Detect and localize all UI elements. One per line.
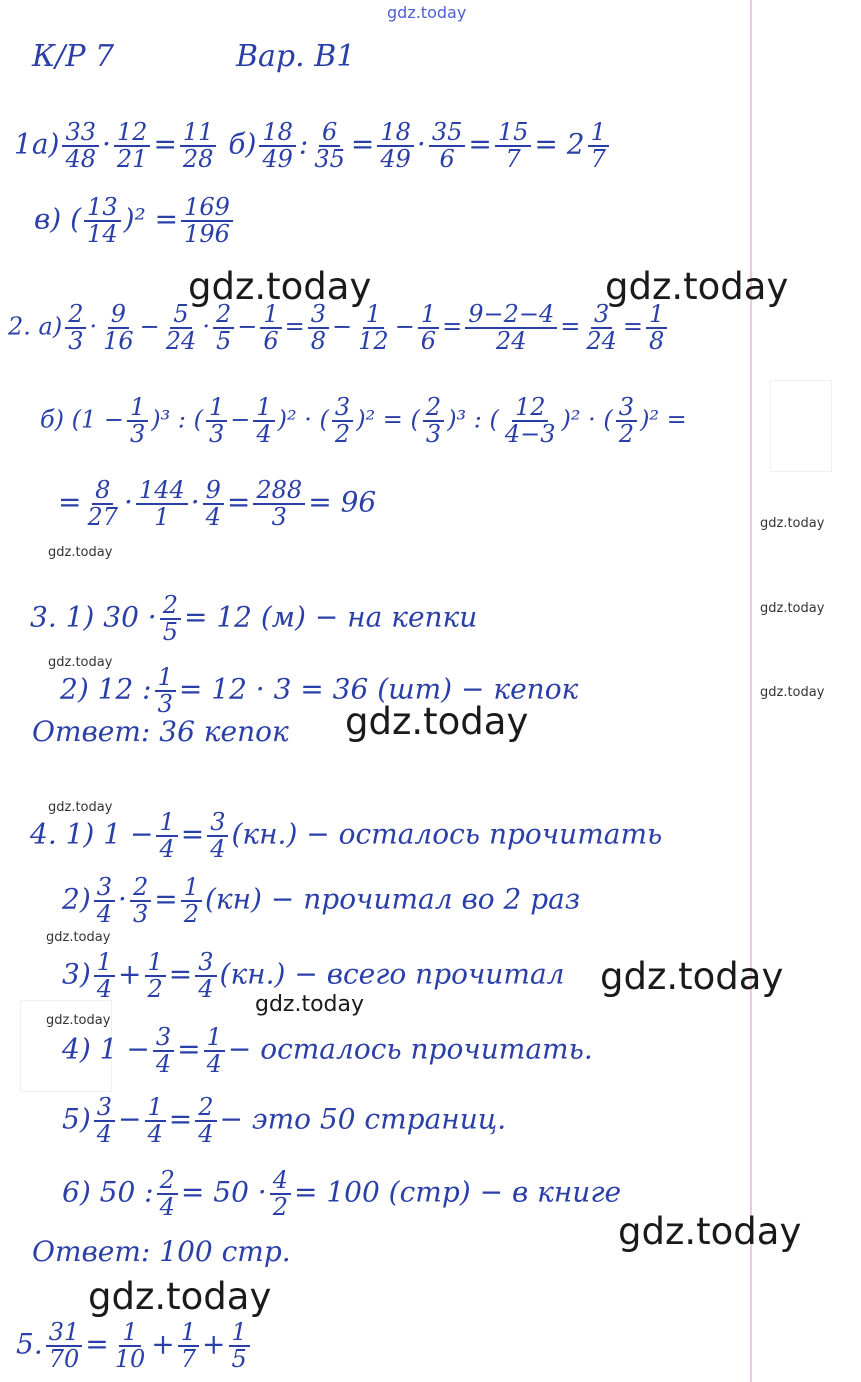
math-text: − bbox=[237, 312, 258, 341]
fraction-numerator: 9−2−4 bbox=[465, 302, 557, 329]
math-text: Ответ: 36 кепок bbox=[32, 715, 289, 748]
fraction-numerator: 1 bbox=[119, 1320, 140, 1347]
watermark: gdz.today bbox=[255, 992, 365, 1017]
math-text: в) ( bbox=[34, 202, 82, 236]
fraction-numerator: 144 bbox=[136, 478, 188, 505]
fraction-denominator: 8 bbox=[648, 327, 665, 356]
fraction-denominator: 2 bbox=[334, 420, 351, 449]
math-text: (кн.) − всего прочитал bbox=[219, 957, 565, 991]
fraction-denominator: 48 bbox=[65, 145, 96, 174]
fraction-denominator: 3 bbox=[130, 420, 146, 449]
fraction-denominator: 24 bbox=[165, 327, 197, 356]
fraction bbox=[178, 1320, 199, 1372]
fraction-numerator: 1 bbox=[127, 395, 148, 422]
fraction-denominator: 5 bbox=[231, 1345, 247, 1374]
line-task3-answer bbox=[32, 715, 289, 748]
fraction-denominator: 4 bbox=[155, 1050, 172, 1079]
fraction-numerator: 2 bbox=[160, 593, 181, 620]
watermark: gdz.today bbox=[345, 700, 529, 743]
math-text: = bbox=[622, 312, 643, 341]
math-text: : bbox=[298, 127, 309, 161]
fraction bbox=[270, 1168, 291, 1220]
fraction bbox=[84, 478, 121, 530]
fraction-denominator: 28 bbox=[182, 145, 214, 174]
fraction-denominator: 8 bbox=[310, 327, 327, 356]
fraction bbox=[204, 1025, 225, 1077]
fraction-denominator: 7 bbox=[180, 1345, 197, 1374]
line-task4-step1 bbox=[30, 810, 662, 862]
line-task2-a bbox=[8, 302, 670, 354]
fraction bbox=[332, 395, 353, 447]
watermark: gdz.today bbox=[387, 3, 467, 22]
math-text: 3. 1) 30 · bbox=[30, 600, 157, 634]
math-text: Ответ: 100 стр. bbox=[32, 1235, 291, 1268]
fraction bbox=[355, 302, 392, 354]
math-text: )² = bbox=[640, 405, 687, 434]
fraction-numerator: 1 bbox=[229, 1320, 250, 1347]
fraction bbox=[206, 395, 227, 447]
line-task5 bbox=[16, 1320, 253, 1372]
fraction-denominator: 4 bbox=[198, 975, 214, 1004]
fraction bbox=[114, 120, 151, 172]
fraction-numerator: 11 bbox=[180, 120, 217, 147]
math-text: )² = bbox=[123, 202, 179, 236]
math-text: = 2 bbox=[534, 127, 585, 161]
math-text: 6) 50 : bbox=[62, 1175, 154, 1209]
fraction-numerator: 9 bbox=[203, 478, 224, 505]
fraction-numerator: 3 bbox=[195, 950, 216, 977]
fraction-denominator: 4 bbox=[205, 503, 221, 532]
fraction bbox=[588, 120, 609, 172]
watermark: gdz.today bbox=[760, 685, 825, 700]
math-text: · bbox=[118, 882, 127, 916]
margin-line bbox=[750, 0, 752, 1382]
math-text: = bbox=[168, 957, 193, 991]
math-text: − bbox=[394, 312, 415, 341]
fraction bbox=[160, 593, 181, 645]
fraction-numerator: 1 bbox=[260, 302, 281, 329]
line-task4-step4 bbox=[62, 1025, 593, 1077]
fraction-numerator: 9 bbox=[108, 302, 129, 329]
fraction-denominator: 35 bbox=[314, 145, 345, 174]
fraction-denominator: 2 bbox=[183, 900, 199, 929]
fraction bbox=[156, 810, 177, 862]
variant-title: Вар. В1 bbox=[236, 39, 356, 74]
line-task3-step1 bbox=[30, 593, 477, 645]
fraction-denominator: 70 bbox=[48, 1345, 80, 1374]
fraction-denominator: 3 bbox=[132, 900, 149, 929]
fraction-denominator: 3 bbox=[425, 420, 442, 449]
fraction bbox=[418, 302, 439, 354]
math-text: )³ : ( bbox=[447, 405, 499, 434]
fraction-numerator: 169 bbox=[181, 195, 233, 222]
line-task2-b bbox=[40, 395, 687, 447]
math-text: 5. bbox=[16, 1327, 43, 1361]
fraction bbox=[112, 1320, 149, 1372]
fraction-numerator: 2 bbox=[130, 875, 151, 902]
math-text: 2) bbox=[62, 882, 91, 916]
watermark: gdz.today bbox=[605, 265, 789, 308]
math-text: = bbox=[442, 312, 463, 341]
math-text: б) bbox=[219, 127, 257, 161]
fraction-numerator: 2 bbox=[213, 302, 234, 329]
fraction-numerator: 18 bbox=[377, 120, 414, 147]
math-text: 4. 1) 1 − bbox=[30, 817, 154, 851]
fraction bbox=[62, 120, 99, 172]
fraction-numerator: 2 bbox=[65, 302, 86, 329]
watermark: gdz.today bbox=[48, 800, 113, 815]
line-task4-step2 bbox=[62, 875, 580, 927]
math-text: · bbox=[202, 312, 210, 341]
math-text: · bbox=[101, 127, 111, 161]
math-text: = bbox=[58, 485, 82, 519]
math-text: · bbox=[190, 485, 200, 519]
fraction-denominator: 21 bbox=[116, 145, 148, 174]
fraction bbox=[203, 478, 224, 530]
fraction-denominator: 3 bbox=[68, 327, 84, 356]
fraction bbox=[180, 120, 217, 172]
fraction-denominator: 3 bbox=[271, 503, 287, 532]
fraction-numerator: 31 bbox=[46, 1320, 83, 1347]
fraction-denominator: 4 bbox=[96, 975, 113, 1004]
math-text: + bbox=[118, 957, 142, 991]
fraction bbox=[100, 302, 137, 354]
watermark: gdz.today bbox=[46, 1013, 111, 1028]
fraction-numerator: 2 bbox=[195, 1095, 216, 1122]
fraction-denominator: 5 bbox=[162, 618, 178, 647]
math-text: )³ : ( bbox=[151, 405, 203, 434]
math-text: 2) 12 : bbox=[60, 672, 152, 706]
fraction-numerator: 1 bbox=[145, 1095, 166, 1122]
fraction-numerator: 3 bbox=[94, 1095, 115, 1122]
fraction-denominator: 1 bbox=[154, 503, 170, 532]
fraction bbox=[127, 395, 148, 447]
fraction-denominator: 10 bbox=[114, 1345, 146, 1374]
fraction-numerator: 288 bbox=[253, 478, 305, 505]
math-text: − bbox=[139, 312, 160, 341]
fraction-numerator: 3 bbox=[153, 1025, 174, 1052]
fraction-numerator: 5 bbox=[170, 302, 191, 329]
fraction-denominator: 49 bbox=[262, 145, 293, 174]
fraction bbox=[260, 302, 281, 354]
fraction-numerator: 1 bbox=[156, 810, 177, 837]
fraction-numerator: 3 bbox=[94, 875, 115, 902]
fraction-denominator: 4 bbox=[96, 900, 113, 929]
fraction-numerator: 2 bbox=[157, 1168, 178, 1195]
fraction bbox=[465, 302, 557, 354]
fraction-denominator: 49 bbox=[380, 145, 411, 174]
fraction-numerator: 18 bbox=[259, 120, 296, 147]
fraction bbox=[377, 120, 414, 172]
line-task4-answer bbox=[32, 1235, 291, 1268]
math-text: − это 50 страниц. bbox=[219, 1102, 507, 1136]
fraction-numerator: 3 bbox=[616, 395, 637, 422]
fraction-denominator: 4 bbox=[159, 1193, 175, 1222]
fraction-numerator: 3 bbox=[332, 395, 353, 422]
fraction-numerator: 3 bbox=[308, 302, 329, 329]
fraction-numerator: 1 bbox=[204, 1025, 225, 1052]
fraction bbox=[136, 478, 188, 530]
fraction bbox=[195, 1095, 216, 1147]
math-text: = bbox=[154, 882, 178, 916]
math-text: (кн) − прочитал во 2 раз bbox=[204, 882, 581, 916]
math-text: + bbox=[202, 1327, 226, 1361]
watermark: gdz.today bbox=[48, 545, 113, 560]
fraction-numerator: 13 bbox=[84, 195, 121, 222]
watermark: gdz.today bbox=[88, 1275, 272, 1318]
watermark: gdz.today bbox=[618, 1210, 802, 1253]
fraction-denominator: 4 bbox=[147, 1120, 163, 1149]
math-text: · bbox=[89, 312, 98, 341]
fraction bbox=[213, 302, 234, 354]
watermark: gdz.today bbox=[760, 516, 825, 531]
fraction bbox=[145, 1095, 166, 1147]
math-text: − осталось прочитать. bbox=[227, 1032, 593, 1066]
fraction-numerator: 1 bbox=[253, 395, 274, 422]
fraction-numerator: 12 bbox=[512, 395, 549, 422]
fraction-denominator: 6 bbox=[263, 327, 279, 356]
fraction-denominator: 4−3 bbox=[504, 420, 556, 449]
fraction bbox=[157, 1168, 178, 1220]
fraction-numerator: 1 bbox=[94, 950, 115, 977]
fraction bbox=[153, 1025, 174, 1077]
watermark: gdz.today bbox=[46, 930, 111, 945]
math-text: 5) bbox=[62, 1102, 91, 1136]
fraction-denominator: 16 bbox=[103, 327, 134, 356]
fraction bbox=[163, 302, 200, 354]
grid-fragment bbox=[770, 380, 832, 472]
fraction bbox=[84, 195, 121, 247]
fraction-denominator: 6 bbox=[439, 145, 455, 174]
fraction-numerator: 6 bbox=[319, 120, 340, 147]
fraction-denominator: 3 bbox=[157, 690, 173, 719]
fraction bbox=[145, 950, 166, 1002]
fraction-numerator: 8 bbox=[92, 478, 113, 505]
fraction-numerator: 33 bbox=[62, 120, 99, 147]
work-title: К/Р 7 bbox=[32, 39, 115, 74]
fraction bbox=[155, 665, 176, 717]
fraction-numerator: 1 bbox=[363, 302, 384, 329]
fraction-numerator: 12 bbox=[114, 120, 151, 147]
fraction bbox=[253, 478, 305, 530]
fraction-denominator: 7 bbox=[590, 145, 606, 174]
fraction-denominator: 6 bbox=[420, 327, 437, 356]
line-task4-step6 bbox=[62, 1168, 621, 1220]
line-task1-c bbox=[34, 195, 236, 247]
math-text: = bbox=[85, 1327, 109, 1361]
line-task4-step5 bbox=[62, 1095, 506, 1147]
fraction bbox=[646, 302, 667, 354]
math-text: − bbox=[230, 405, 251, 434]
fraction bbox=[94, 875, 115, 927]
fraction-numerator: 1 bbox=[155, 665, 176, 692]
fraction bbox=[583, 302, 620, 354]
math-text: б) (1 − bbox=[40, 405, 125, 434]
fraction-denominator: 14 bbox=[87, 220, 118, 249]
fraction-denominator: 24 bbox=[495, 327, 527, 356]
fraction-denominator: 12 bbox=[358, 327, 389, 356]
fraction-denominator: 5 bbox=[215, 327, 232, 356]
fraction bbox=[311, 120, 348, 172]
fraction-numerator: 2 bbox=[423, 395, 444, 422]
math-text: = bbox=[226, 485, 251, 519]
fraction-numerator: 1 bbox=[418, 302, 439, 329]
math-text: = bbox=[177, 1032, 201, 1066]
math-text: + bbox=[151, 1327, 175, 1361]
fraction bbox=[259, 120, 296, 172]
fraction-denominator: 196 bbox=[184, 220, 230, 249]
fraction-numerator: 1 bbox=[178, 1320, 199, 1347]
math-text: · bbox=[416, 127, 426, 161]
fraction-numerator: 3 bbox=[207, 810, 228, 837]
fraction-numerator: 15 bbox=[495, 120, 532, 147]
math-text: )² = ( bbox=[356, 405, 420, 434]
line-task2-b-result bbox=[58, 478, 376, 530]
line-task1-ab bbox=[14, 120, 612, 172]
fraction bbox=[429, 120, 466, 172]
math-text: − bbox=[332, 312, 353, 341]
fraction-denominator: 4 bbox=[210, 835, 226, 864]
fraction-numerator: 1 bbox=[588, 120, 609, 147]
fraction bbox=[94, 1095, 115, 1147]
math-text: )² · ( bbox=[561, 405, 613, 434]
math-text: = 96 bbox=[308, 485, 377, 519]
fraction-denominator: 4 bbox=[206, 1050, 222, 1079]
math-text: = bbox=[468, 127, 492, 161]
math-text: 1а) bbox=[14, 127, 60, 161]
watermark: gdz.today bbox=[760, 601, 825, 616]
math-text: = bbox=[560, 312, 581, 341]
fraction bbox=[423, 395, 444, 447]
math-text: · bbox=[124, 485, 133, 519]
fraction-numerator: 4 bbox=[270, 1168, 291, 1195]
fraction bbox=[502, 395, 559, 447]
math-text: = bbox=[350, 127, 375, 161]
fraction bbox=[46, 1320, 83, 1372]
fraction-numerator: 3 bbox=[591, 302, 612, 329]
math-text: = 12 (м) − на кепки bbox=[183, 600, 478, 634]
fraction-denominator: 3 bbox=[209, 420, 225, 449]
fraction-denominator: 24 bbox=[586, 327, 617, 356]
fraction-denominator: 2 bbox=[147, 975, 163, 1004]
math-text: 2. а) bbox=[8, 312, 63, 341]
fraction-denominator: 27 bbox=[87, 503, 119, 532]
fraction-numerator: 1 bbox=[145, 950, 166, 977]
fraction-numerator: 1 bbox=[646, 302, 667, 329]
math-text: 4) 1 − bbox=[62, 1032, 150, 1066]
fraction bbox=[65, 302, 86, 354]
fraction bbox=[308, 302, 329, 354]
fraction-denominator: 2 bbox=[272, 1193, 288, 1222]
math-text: = 50 · bbox=[180, 1175, 267, 1209]
fraction bbox=[207, 810, 228, 862]
math-text: = 100 (стр) − в книге bbox=[293, 1175, 622, 1209]
math-text: = bbox=[284, 312, 305, 341]
fraction bbox=[229, 1320, 250, 1372]
fraction-numerator: 1 bbox=[206, 395, 227, 422]
math-text: = 12 · 3 = 36 (шт) − кепок bbox=[178, 672, 579, 706]
fraction-denominator: 4 bbox=[159, 835, 175, 864]
fraction-denominator: 7 bbox=[505, 145, 521, 174]
fraction bbox=[130, 875, 151, 927]
fraction-denominator: 4 bbox=[198, 1120, 214, 1149]
fraction-denominator: 2 bbox=[618, 420, 635, 449]
math-text: = bbox=[153, 127, 177, 161]
fraction bbox=[616, 395, 637, 447]
math-text: )² · ( bbox=[277, 405, 329, 434]
fraction-numerator: 1 bbox=[181, 875, 202, 902]
math-text: 3) bbox=[62, 957, 91, 991]
watermark: gdz.today bbox=[48, 655, 113, 670]
fraction bbox=[495, 120, 532, 172]
fraction-numerator: 35 bbox=[429, 120, 466, 147]
math-text: = bbox=[180, 817, 205, 851]
fraction bbox=[253, 395, 274, 447]
watermark: gdz.today bbox=[600, 955, 784, 998]
fraction bbox=[195, 950, 216, 1002]
fraction-denominator: 4 bbox=[256, 420, 272, 449]
fraction-denominator: 4 bbox=[96, 1120, 113, 1149]
fraction bbox=[181, 875, 202, 927]
math-text: (кн.) − осталось прочитать bbox=[231, 817, 663, 851]
math-text: = bbox=[168, 1102, 193, 1136]
watermark: gdz.today bbox=[188, 265, 372, 308]
fraction bbox=[181, 195, 233, 247]
math-text: − bbox=[118, 1102, 142, 1136]
fraction bbox=[94, 950, 115, 1002]
